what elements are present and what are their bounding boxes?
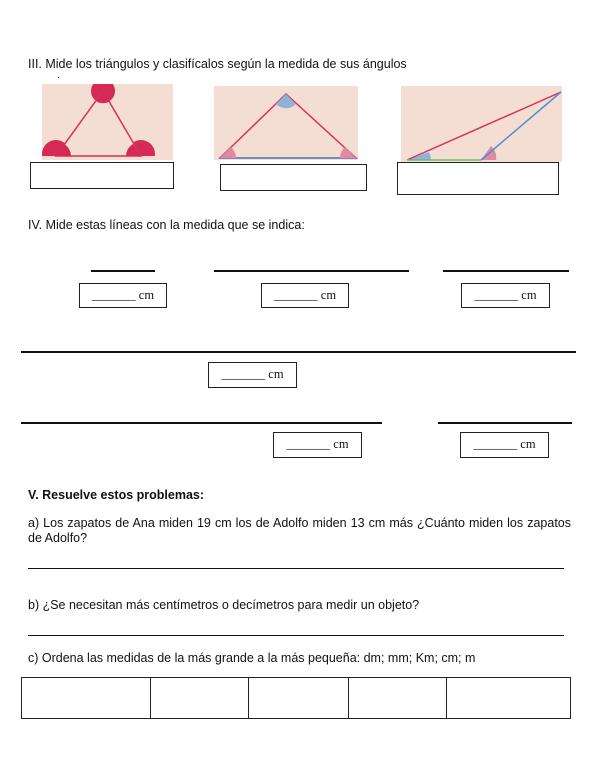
problem-b-text: b) ¿Se necesitan más centímetros o decímetros para medir un objeto? — [28, 598, 420, 612]
triangle-1-answer-box[interactable] — [30, 162, 174, 189]
photo-paper — [401, 86, 562, 162]
ordering-table — [21, 677, 571, 719]
section-4-title: IV. Mide estas líneas con la medida que se indica: — [28, 218, 305, 232]
ordering-cell-3[interactable] — [249, 678, 348, 719]
triangle-2-answer-box[interactable] — [220, 164, 367, 191]
ordering-cell-2[interactable] — [151, 678, 249, 719]
line-6-measure-box[interactable]: _______ cm — [460, 432, 549, 458]
problem-a-answer-line[interactable] — [28, 568, 564, 569]
problem-a-text: a) Los zapatos de Ana miden 19 cm los de Adolfo miden 13 cm más ¿Cuánto miden los zapatos de Adolfo? — [28, 516, 571, 545]
line-2 — [214, 270, 409, 272]
problem-c-text: c) Ordena las medidas de la más grande a la más pequeña: dm; mm; Km; cm; m — [28, 651, 476, 665]
line-5-measure-box[interactable]: _______ cm — [273, 432, 362, 458]
line-2-measure-box[interactable]: _______ cm — [261, 283, 349, 308]
stray-dot: . — [57, 70, 60, 81]
line-6 — [438, 422, 572, 424]
line-1 — [91, 270, 155, 272]
section-3-title: III. Mide los triángulos y clasifícalos según la medida de sus ángulos — [28, 57, 407, 71]
line-3 — [443, 270, 569, 272]
line-3-measure-box[interactable]: _______ cm — [461, 283, 550, 308]
line-5 — [21, 422, 382, 424]
line-4-measure-box[interactable]: _______ cm — [208, 362, 297, 388]
problem-b-answer-line[interactable] — [28, 635, 564, 636]
ordering-cell-4[interactable] — [348, 678, 446, 719]
obtuse-triangle-photo — [214, 86, 358, 160]
ordering-cell-5[interactable] — [446, 678, 570, 719]
ordering-cell-1[interactable] — [22, 678, 151, 719]
section-5-title: V. Resuelve estos problemas: — [28, 488, 205, 502]
triangle-3-answer-box[interactable] — [397, 162, 559, 195]
obtuse-triangle-photo-2 — [401, 86, 562, 162]
line-4 — [21, 351, 576, 353]
line-1-measure-box[interactable]: _______ cm — [79, 283, 167, 308]
acute-triangle-photo — [42, 84, 173, 160]
